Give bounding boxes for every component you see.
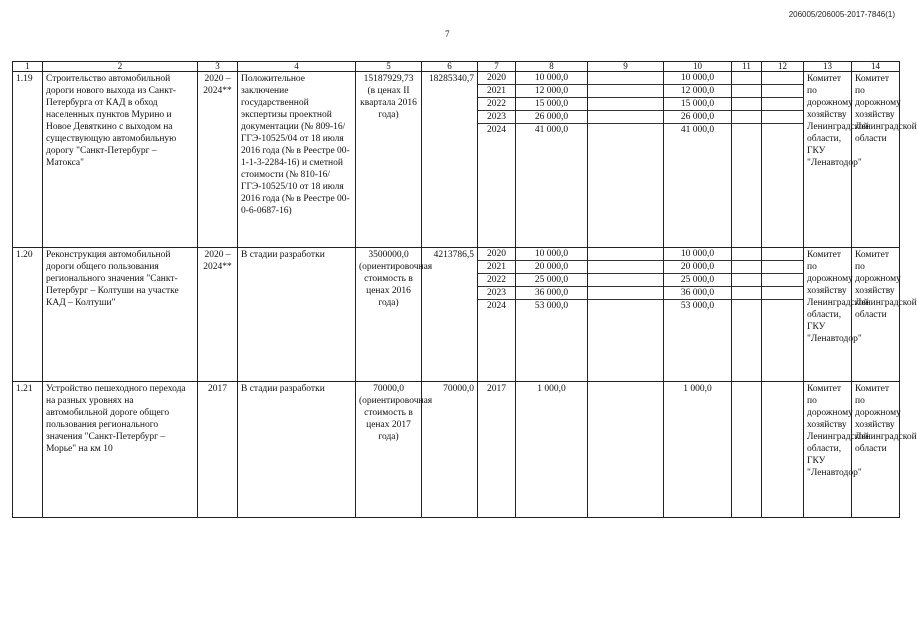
col-header: 6 xyxy=(422,62,478,72)
implementation-period: 2017 xyxy=(198,382,238,518)
amount: 10 000,0 xyxy=(516,248,587,261)
amount: 10 000,0 xyxy=(664,72,731,85)
amount: 20 000,0 xyxy=(516,261,587,274)
table-row xyxy=(13,248,900,382)
cost-current-prices: 4213786,5 xyxy=(422,248,478,382)
year: 2022 xyxy=(478,98,515,111)
col-header: 3 xyxy=(198,62,238,72)
object-name: Устройство пешеходного перехода на разных уровнях на автомобильной дороге общего пользования регионального значения "Санкт-Петербург – Морье" на км 10 xyxy=(43,382,198,518)
implementation-period: 2020 – 2024** xyxy=(198,248,238,382)
estimated-cost: 70000,0 (ориентировочная стоимость в ценах 2017 года) xyxy=(356,382,422,518)
executor: Комитет по дорожному хозяйству Ленинградской области xyxy=(852,72,900,248)
amount: 20 000,0 xyxy=(664,261,731,274)
documentation-status: Положительное заключение государственной экспертизы проектной документации (№ 809-16/ГГЭ-10525/04 от 18 июля 2016 года (№ в Реестре 00-1-1-3-2284-16) и сметной стоимости (№ 810-16/ГГЭ-10525/10 от 18 июля 2016 года (№ в Реестре 00-0-6-0687-16) xyxy=(238,72,356,248)
col-header: 7 xyxy=(478,62,516,72)
empty-cell xyxy=(588,382,664,518)
documentation-status: В стадии разработки xyxy=(238,248,356,382)
amount: 10 000,0 xyxy=(664,248,731,261)
year: 2024 xyxy=(487,125,506,135)
empty-cell xyxy=(732,382,762,518)
amount: 12 000,0 xyxy=(664,85,731,98)
amount: 53 000,0 xyxy=(680,301,715,311)
amount: 1 000,0 xyxy=(516,382,588,518)
amounts-col10-cell xyxy=(664,72,732,248)
estimated-cost: 3500000,0 (ориентировочная стоимость в ценах 2016 года) xyxy=(356,248,422,382)
empty-cell xyxy=(588,72,664,248)
customer: Комитет по дорожному хозяйству Ленинградской области, ГКУ "Ленавтодор" xyxy=(804,382,852,518)
years-cell xyxy=(478,72,516,248)
estimated-cost: 15187929,73 (в ценах II квартала 2016 года) xyxy=(356,72,422,248)
amount: 36 000,0 xyxy=(664,287,731,300)
amounts-col10-cell xyxy=(664,248,732,382)
amount: 25 000,0 xyxy=(664,274,731,287)
amount: 53 000,0 xyxy=(534,301,569,311)
empty-cell xyxy=(732,72,762,248)
amounts-cell xyxy=(516,72,588,248)
executor: Комитет по дорожному хозяйству Ленинградской области xyxy=(852,248,900,382)
table-row xyxy=(13,382,900,518)
empty-cell xyxy=(762,72,804,248)
amount: 12 000,0 xyxy=(516,85,587,98)
customer: Комитет по дорожному хозяйству Ленинградской области, ГКУ "Ленавтодор" xyxy=(804,248,852,382)
page-number: 7 xyxy=(445,29,450,39)
amount: 36 000,0 xyxy=(516,287,587,300)
col-header: 14 xyxy=(852,62,900,72)
cost-current-prices: 18285340,7 xyxy=(422,72,478,248)
year: 2024 xyxy=(487,301,506,311)
documentation-status: В стадии разработки xyxy=(238,382,356,518)
amount: 26 000,0 xyxy=(516,111,587,124)
year: 2021 xyxy=(478,85,515,98)
amount: 1 000,0 xyxy=(664,382,732,518)
row-number: 1.21 xyxy=(13,382,43,518)
year: 2020 xyxy=(478,248,515,261)
document-id: 206005/206005-2017-7846(1) xyxy=(788,10,895,19)
empty-cell xyxy=(732,248,762,382)
col-header: 8 xyxy=(516,62,588,72)
col-header: 11 xyxy=(732,62,762,72)
executor: Комитет по дорожному хозяйству Ленинградской области xyxy=(852,382,900,518)
col-header: 5 xyxy=(356,62,422,72)
table-row xyxy=(13,72,900,248)
implementation-period: 2020 – 2024** xyxy=(198,72,238,248)
row-number: 1.19 xyxy=(13,72,43,248)
empty-cell xyxy=(762,248,804,382)
amount: 26 000,0 xyxy=(664,111,731,124)
years-cell xyxy=(478,248,516,382)
year: 2020 xyxy=(478,72,515,85)
col-header: 12 xyxy=(762,62,804,72)
cost-current-prices: 70000,0 xyxy=(422,382,478,518)
object-name: Строительство автомобильной дороги нового выхода из Санкт-Петербурга от КАД в обход населенных пунктов Мурино и Новое Девяткино с выходом на существующую автомобильную дорогу "Санкт-Петербург – Матокса" xyxy=(43,72,198,248)
row-number: 1.20 xyxy=(13,248,43,382)
amount: 15 000,0 xyxy=(664,98,731,111)
year: 2023 xyxy=(478,111,515,124)
customer: Комитет по дорожному хозяйству Ленинградской области, ГКУ "Ленавтодор" xyxy=(804,72,852,248)
col-header: 4 xyxy=(238,62,356,72)
year: 2021 xyxy=(478,261,515,274)
year: 2022 xyxy=(478,274,515,287)
column-number-header-row xyxy=(13,62,900,72)
year: 2023 xyxy=(478,287,515,300)
empty-cell xyxy=(588,248,664,382)
amount: 41 000,0 xyxy=(534,125,569,135)
program-table xyxy=(12,61,917,518)
col-header: 9 xyxy=(588,62,664,72)
amounts-cell xyxy=(516,248,588,382)
amount: 25 000,0 xyxy=(516,274,587,287)
empty-cell xyxy=(762,382,804,518)
amount: 15 000,0 xyxy=(516,98,587,111)
amount: 10 000,0 xyxy=(516,72,587,85)
col-header: 1 xyxy=(13,62,43,72)
col-header: 13 xyxy=(804,62,852,72)
col-header: 10 xyxy=(664,62,732,72)
object-name: Реконструкция автомобильной дороги общего пользования регионального значения "Санкт-Петербург – Колтуши на участке КАД – Колтуши" xyxy=(43,248,198,382)
col-header: 2 xyxy=(43,62,198,72)
year: 2017 xyxy=(478,382,516,518)
amount: 41 000,0 xyxy=(680,125,715,135)
